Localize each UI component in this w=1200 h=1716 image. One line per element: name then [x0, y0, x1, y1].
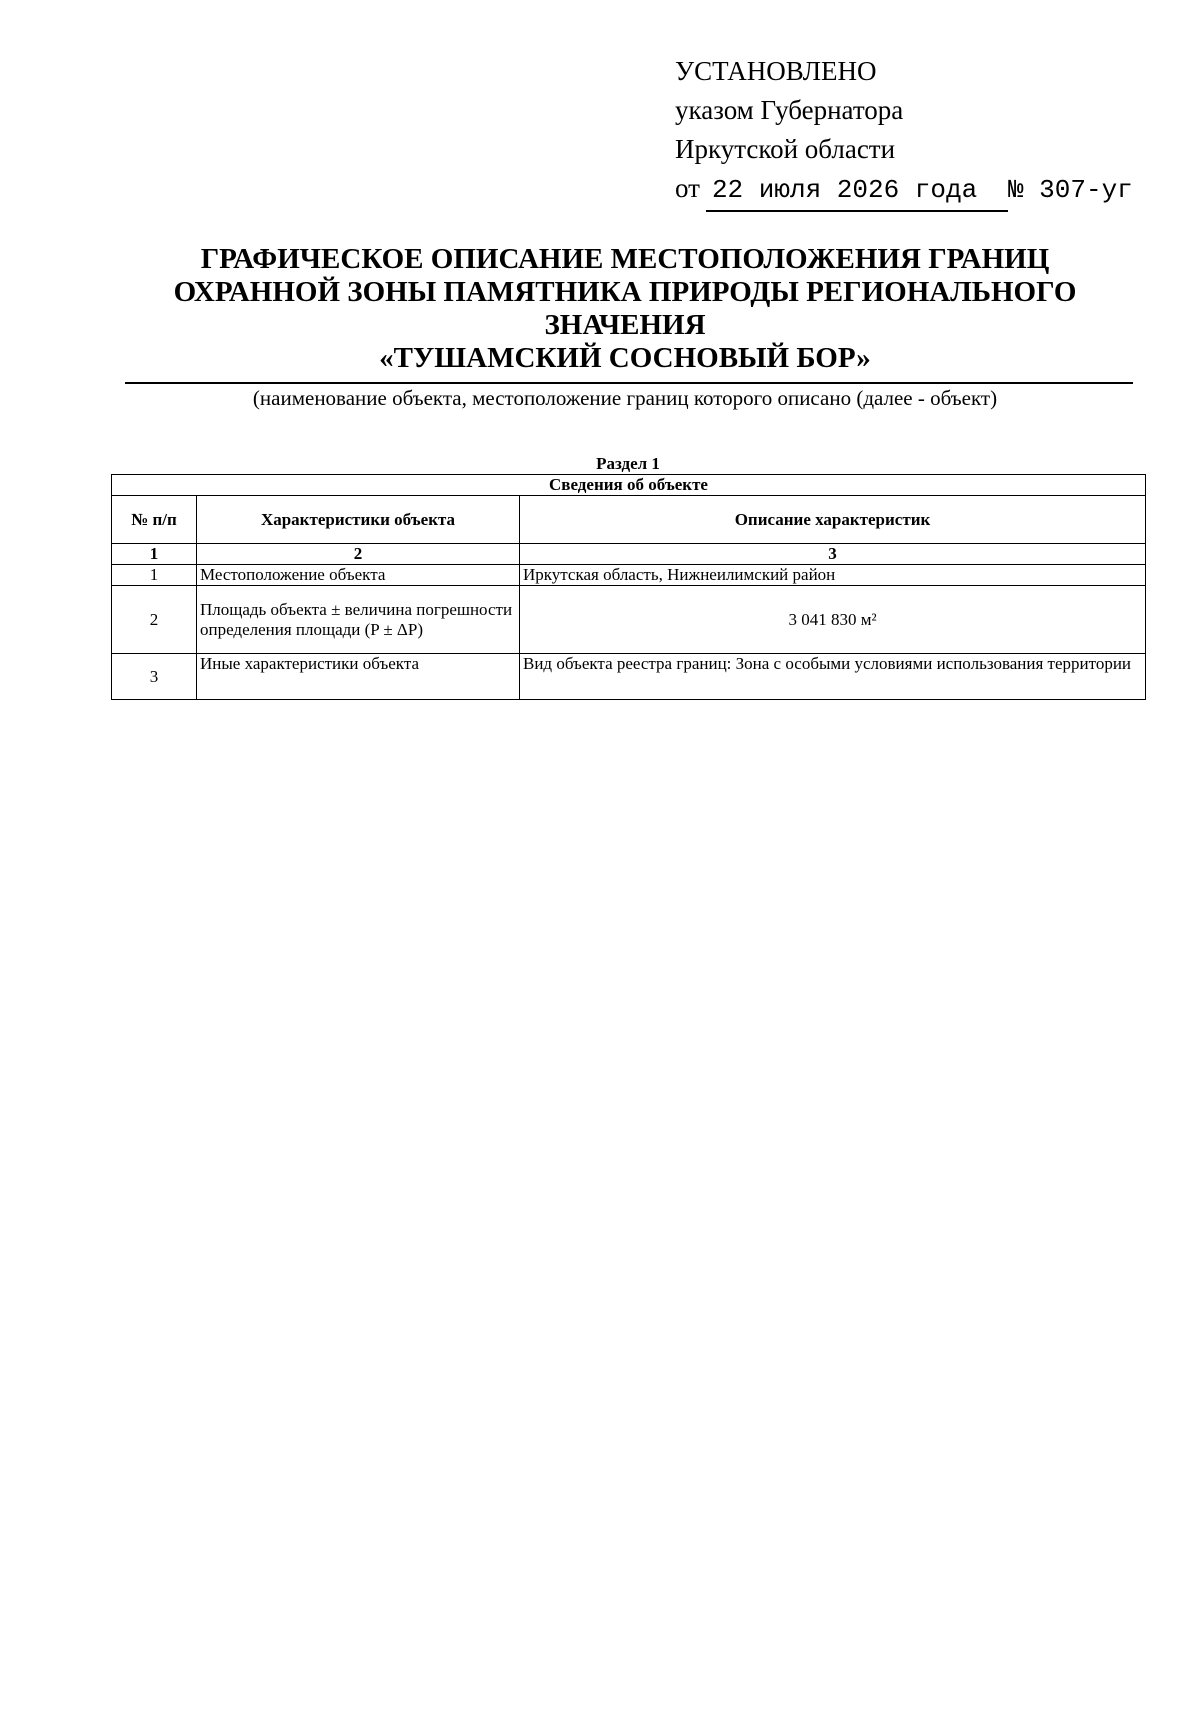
row-characteristic: Местоположение объекта [197, 565, 520, 586]
row-characteristic: Иные характеристики объекта [197, 654, 520, 700]
row-number: 3 [112, 654, 197, 700]
document-title [110, 243, 1140, 375]
title-line-3: ЗНАЧЕНИЯ [544, 309, 706, 341]
column-number: 3 [520, 544, 1146, 565]
header-description: Описание характеристик [520, 496, 1146, 544]
object-info-table [111, 474, 1146, 700]
table-row [112, 565, 1146, 586]
column-number-row [112, 544, 1146, 565]
table-row [112, 586, 1146, 654]
table-title: Сведения об объекте [112, 475, 1146, 496]
table-header-row [112, 496, 1146, 544]
approval-heading: УСТАНОВЛЕНО [675, 56, 877, 86]
row-description: Вид объекта реестра границ: Зона с особыми условиями использования территории [520, 654, 1146, 700]
approval-date-row [675, 169, 1133, 212]
row-description: 3 041 830 м² [520, 586, 1146, 654]
approval-decree: указом Губернатора [675, 95, 904, 125]
title-line-1: ГРАФИЧЕСКОЕ ОПИСАНИЕ МЕСТОПОЛОЖЕНИЯ ГРАНИЦ [200, 243, 1050, 275]
column-number: 1 [112, 544, 197, 565]
title-divider [125, 382, 1133, 384]
header-characteristic: Характеристики объекта [197, 496, 520, 544]
approval-region: Иркутской области [675, 134, 896, 164]
title-line-4: «ТУШАМСКИЙ СОСНОВЫЙ БОР» [379, 342, 871, 374]
row-number: 1 [112, 565, 197, 586]
row-characteristic: Площадь объекта ± величина погрешности определения площади (P ± ΔP) [197, 586, 520, 654]
approval-stamp [675, 52, 1133, 212]
approval-from-label: от [675, 173, 700, 203]
row-description: Иркутская область, Нижнеилимский район [520, 565, 1146, 586]
row-number: 2 [112, 586, 197, 654]
section-label: Раздел 1 [596, 454, 660, 473]
title-line-2: ОХРАННОЙ ЗОНЫ ПАМЯТНИКА ПРИРОДЫ РЕГИОНАЛЬНОГО [173, 276, 1077, 308]
table-row [112, 654, 1146, 700]
title-caption: (наименование объекта, местоположение границ которого описано (далее - объект) [252, 386, 998, 410]
approval-number: № 307-уг [1007, 175, 1133, 205]
header-number: № п/п [112, 496, 197, 544]
approval-date: 22 июля 2026 года [706, 171, 1008, 212]
column-number: 2 [197, 544, 520, 565]
table-title-row [112, 475, 1146, 496]
